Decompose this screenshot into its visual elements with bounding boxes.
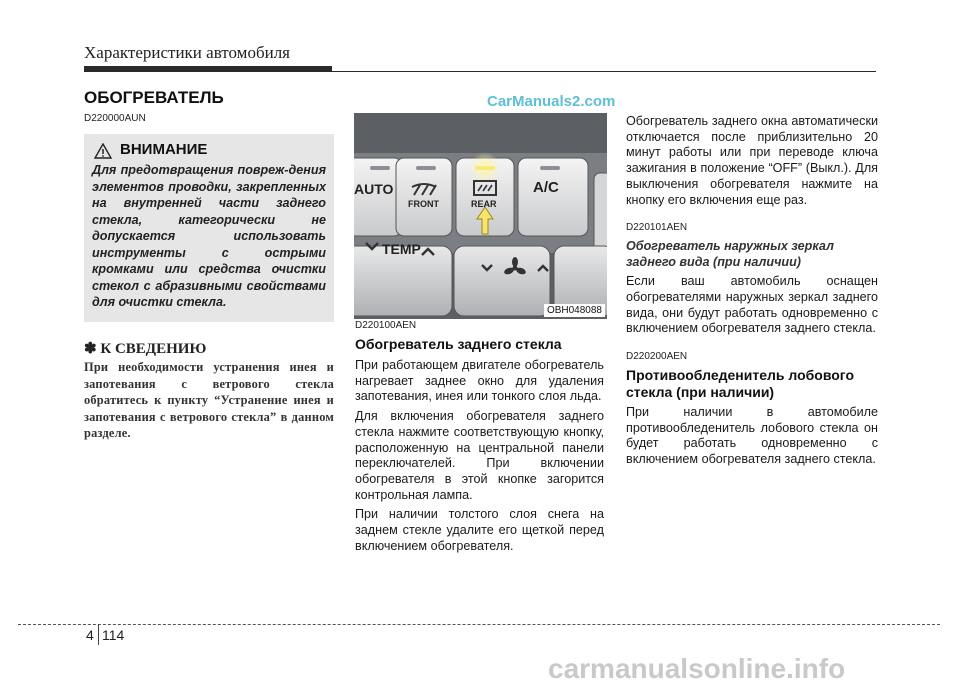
section-code: D220000AUN: [84, 113, 146, 124]
mirror-heater-text: Если ваш автомобиль оснащен обогревателями наружных зеркал заднего вида, они будут работать одновременно с включением обогревателя заднего стекла.: [626, 274, 878, 336]
warning-triangle-icon: [94, 143, 112, 159]
wiper-deicer-code: D220200AEN: [626, 351, 688, 363]
warning-title: ВНИМАНИЕ: [120, 141, 208, 158]
page-header-title: Характеристики автомобиля: [84, 43, 290, 62]
auto-button-label: AUTO: [354, 181, 394, 197]
warning-box: [84, 134, 334, 322]
ac-button-label: A/C: [533, 179, 559, 196]
mirror-heater-title: Обогреватель наружных зеркал заднего вида (при наличии): [626, 239, 834, 269]
rear-button-label: REAR: [471, 199, 497, 209]
site-watermark[interactable]: carmanualsonline.info: [548, 653, 846, 684]
footer-dashed-line: [18, 624, 940, 625]
chapter-number: 4: [86, 627, 94, 643]
photo-caption: OBH048088: [544, 304, 605, 317]
rear-defroster-paragraph-3: При наличии толстого слоя снега на заднем стекле удалите его щеткой перед включением обогревателя.: [355, 507, 604, 553]
rear-defroster-paragraph-1: При работающем двигателе обогреватель нагревает заднее окно для удаления запотевания, инея или тонкого слоя льда.: [355, 358, 604, 404]
mirror-heater-code: D220101AEN: [626, 222, 688, 234]
auto-off-paragraph: Обогреватель заднего окна автоматически отключается после приблизительно 20 минут работы или при переводе ключа зажигания в положение “OFF” (Выкл.). Для выключения обогревателя нажмите на кнопку его включения еще раз.: [626, 114, 878, 207]
right-column: [626, 114, 878, 468]
climate-control-photo: [354, 113, 607, 319]
warning-text: Для предотвращения повреж-дения элементов проводки, закрепленных на внутренней части заднего стекла, категорически не допускается использовать инструменты с острыми кромками или средства очистки стекол с абразивными свойствами для очистки стекла.: [92, 163, 326, 309]
note-text: При необходимости устранения инея и запотевания с ветрового стекла обратитесь к пункту “Устранение инея и запотевания с ветрового стекла” в данном разделе.: [84, 360, 334, 440]
rear-defroster-code: D220100AEN: [355, 320, 417, 331]
header-rule: [84, 71, 876, 72]
front-button-label: FRONT: [408, 199, 439, 209]
wiper-deicer-text: При наличии в автомобиле противообледенитель лобового стекла он будет работать одновременно с включением обогревателя заднего стекла.: [626, 405, 878, 467]
wiper-deicer-title: Противообледенитель лобового стекла (при наличии): [626, 367, 854, 401]
note-heading: [84, 339, 206, 358]
rear-defroster-title: Обогреватель заднего стекла: [355, 336, 562, 352]
section-title: ОБОГРЕВАТЕЛЬ: [84, 88, 224, 107]
temp-knob-label: TEMP: [382, 241, 421, 257]
carmanuals-watermark[interactable]: CarManuals2.com: [487, 93, 616, 110]
rear-defroster-section: [355, 320, 604, 554]
control-panel-illustration: [354, 113, 607, 319]
footer-separator: [98, 624, 99, 645]
rear-defroster-paragraph-2: Для включения обогревателя заднего стекла нажмите соответствующую кнопку, расположенную на центральной панели переключателей. При включении обогревателя в этой кнопке загорится контрольная лампа.: [355, 409, 604, 502]
note-title: К СВЕДЕНИЮ: [100, 341, 207, 357]
page-number: 114: [102, 627, 125, 643]
note-star-icon: ✽: [84, 341, 97, 357]
